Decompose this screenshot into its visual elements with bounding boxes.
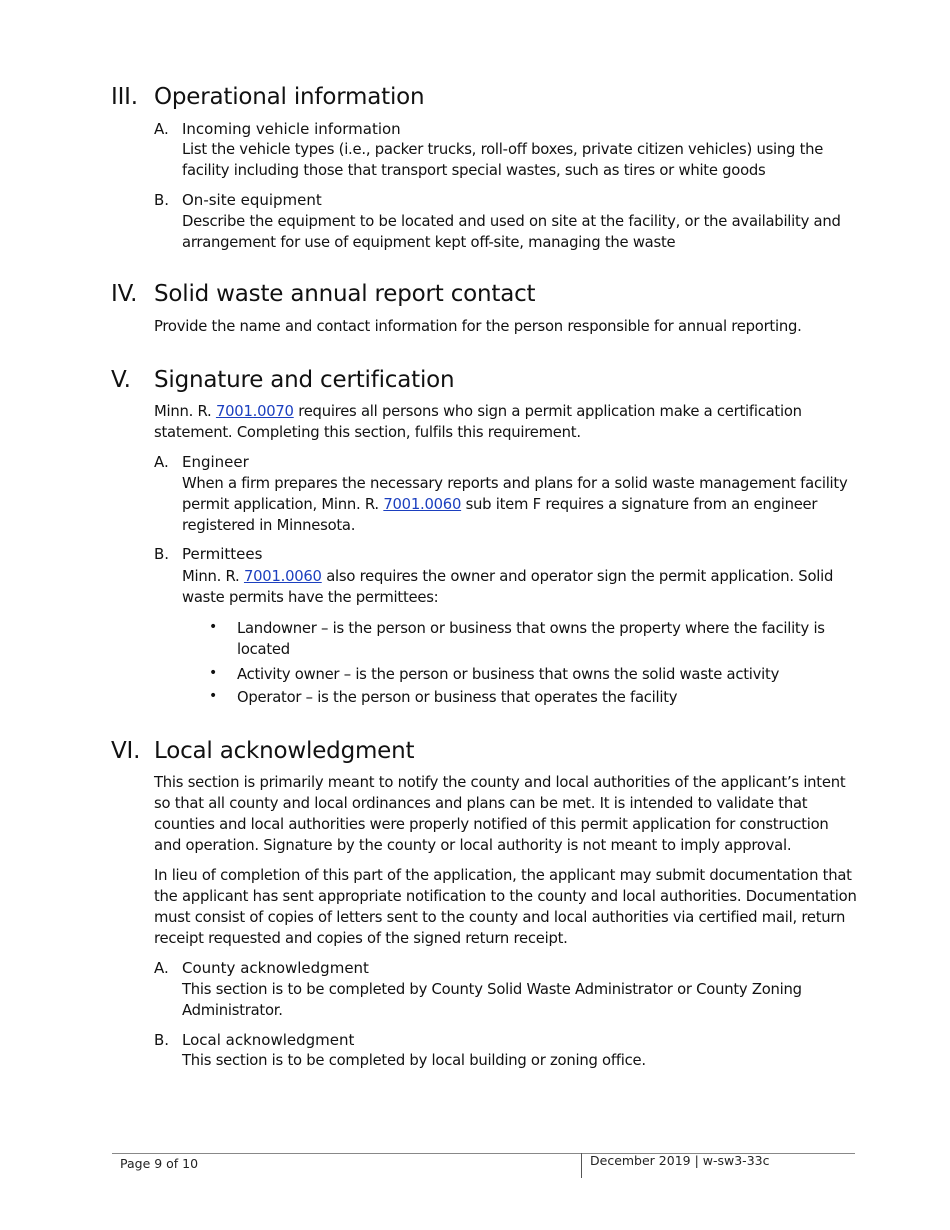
paragraph-line: Administrator. — [182, 1002, 283, 1019]
paragraph-line: waste permits have the permittees: — [182, 589, 439, 606]
paragraph-line: Describe the equipment to be located and used on site at the facility, or the availability and — [182, 213, 841, 230]
paragraph-line: This section is to be completed by County Solid Waste Administrator or County Zoning — [182, 981, 802, 998]
paragraph-line: facility including those that transport special wastes, such as tires or white goods — [182, 162, 766, 179]
section-heading-operational-information: III. Operational information — [111, 84, 425, 110]
item-incoming-vehicle-information: A. Incoming vehicle information — [154, 120, 401, 138]
paragraph-line: and operation. Signature by the county or local authority is not meant to imply approval. — [154, 837, 792, 854]
section-heading-signature-certification: V. Signature and certification — [111, 367, 455, 393]
paragraph-line: arrangement for use of equipment kept off-site, managing the waste — [182, 234, 676, 251]
list-item: Activity owner – is the person or business that owns the solid waste activity — [237, 666, 780, 683]
paragraph-line: must consist of copies of letters sent to the county and local authorities via certified mail, return — [154, 909, 846, 926]
paragraph-line: This section is to be completed by local building or zoning office. — [182, 1052, 646, 1069]
paragraph-line: Minn. R. 7001.0070 requires all persons who sign a permit application make a certification — [154, 403, 802, 420]
rule-7001-0060-link[interactable]: 7001.0060 — [383, 496, 462, 513]
item-local-acknowledgment: B. Local acknowledgment — [154, 1031, 355, 1049]
paragraph-line: statement. Completing this section, fulfils this requirement. — [154, 424, 581, 441]
rule-7001-0070-link[interactable]: 7001.0070 — [215, 403, 294, 420]
paragraph-line: registered in Minnesota. — [182, 517, 356, 534]
list-item: Landowner – is the person or business that owns the property where the facility is — [237, 620, 825, 637]
item-on-site-equipment: B. On-site equipment — [154, 191, 322, 209]
item-permittees: B. Permittees — [154, 545, 263, 563]
paragraph-line: When a firm prepares the necessary reports and plans for a solid waste management facility — [182, 475, 848, 492]
section-heading-annual-report-contact: IV. Solid waste annual report contact — [111, 281, 536, 307]
list-item: located — [237, 641, 290, 658]
paragraph-line: receipt requested and copies of the signed return receipt. — [154, 930, 568, 947]
section-heading-local-acknowledgment: VI. Local acknowledgment — [111, 738, 415, 764]
paragraph-line: counties and local authorities were properly notified of this permit application for construction — [154, 816, 829, 833]
paragraph-line: Minn. R. 7001.0060 also requires the owner and operator sign the permit application. Solid — [182, 568, 834, 585]
footer-vertical-divider — [581, 1153, 582, 1178]
paragraph-line: In lieu of completion of this part of the application, the applicant may submit documentation that — [154, 867, 852, 884]
rule-7001-0060-link[interactable]: 7001.0060 — [243, 568, 322, 585]
bullet-icon: • — [209, 665, 218, 681]
bullet-icon: • — [209, 619, 218, 635]
footer-date-form-id: December 2019 | w-sw3-33c — [590, 1153, 770, 1168]
list-item: Operator – is the person or business that operates the facility — [237, 689, 678, 706]
paragraph-line: permit application, Minn. R. 7001.0060 sub item F requires a signature from an engineer — [182, 496, 818, 513]
item-county-acknowledgment: A. County acknowledgment — [154, 959, 369, 977]
bullet-icon: • — [209, 688, 218, 704]
paragraph-line: List the vehicle types (i.e., packer trucks, roll-off boxes, private citizen vehicles) using the — [182, 141, 824, 158]
paragraph-line: so that all county and local ordinances and plans can be met. It is intended to validate that — [154, 795, 808, 812]
paragraph-line: the applicant has sent appropriate notification to the county and local authorities. Documentation — [154, 888, 857, 905]
footer-page-number: Page 9 of 10 — [120, 1156, 199, 1171]
paragraph-line: Provide the name and contact information for the person responsible for annual reporting. — [154, 318, 802, 335]
item-engineer: A. Engineer — [154, 453, 249, 471]
paragraph-line: This section is primarily meant to notify the county and local authorities of the applicant’s intent — [154, 774, 846, 791]
